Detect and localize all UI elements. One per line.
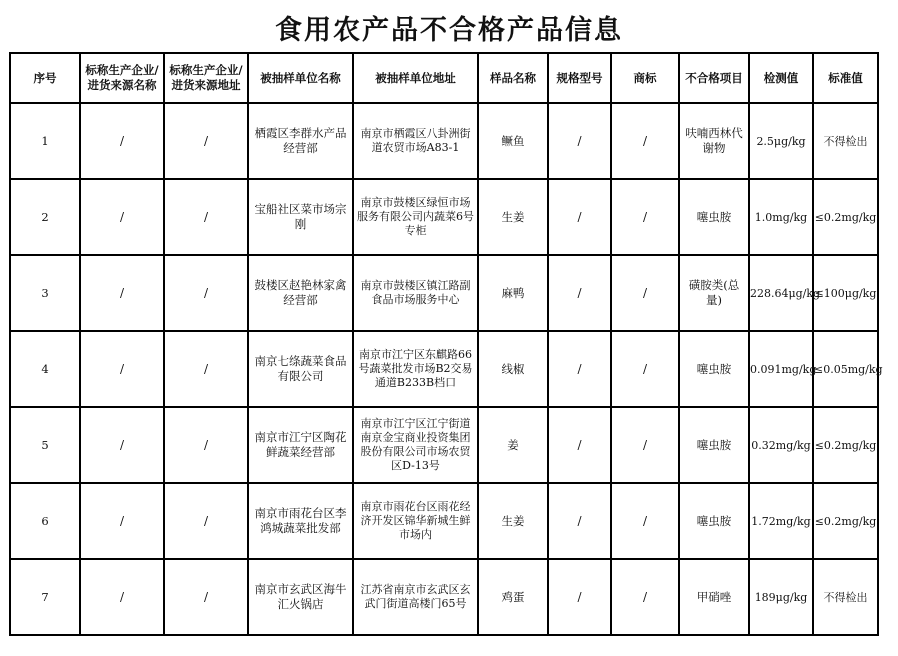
cell-sampled-unit: 栖霞区李群水产品经营部 — [248, 103, 353, 179]
table-row — [10, 331, 878, 407]
cell-standard: ≤0.2mg/kg — [813, 483, 878, 559]
cell-producer-address: / — [164, 559, 248, 635]
cell-sampled-unit: 南京市江宁区陶花鲜蔬菜经营部 — [248, 407, 353, 483]
cell-sampled-address: 江苏省南京市玄武区玄武门街道高楼门65号 — [353, 559, 478, 635]
cell-sampled-address: 南京市栖霞区八卦洲街道农贸市场A83-1 — [353, 103, 478, 179]
cell-producer-name: / — [80, 331, 164, 407]
cell-producer-name: / — [80, 255, 164, 331]
cell-brand: / — [611, 407, 679, 483]
cell-failed-item: 噻虫胺 — [679, 331, 749, 407]
cell-index: 2 — [10, 179, 80, 255]
cell-sample-name: 姜 — [478, 407, 548, 483]
cell-sample-name: 麻鸭 — [478, 255, 548, 331]
header-failed-item: 不合格项目 — [679, 53, 749, 103]
header-measured: 检测值 — [749, 53, 813, 103]
header-producer-name: 标称生产企业/进货来源名称 — [80, 53, 164, 103]
cell-standard: 不得检出 — [813, 103, 878, 179]
cell-sampled-address: 南京市鼓楼区绿恒市场服务有限公司内蔬菜6号专柜 — [353, 179, 478, 255]
cell-sample-name: 生姜 — [478, 179, 548, 255]
cell-spec: / — [548, 331, 611, 407]
cell-index: 3 — [10, 255, 80, 331]
cell-index: 6 — [10, 483, 80, 559]
cell-sampled-unit: 宝船社区菜市场宗刚 — [248, 179, 353, 255]
cell-brand: / — [611, 483, 679, 559]
cell-standard: ≤0.2mg/kg — [813, 407, 878, 483]
cell-sampled-address: 南京市江宁区东麒路66号蔬菜批发市场B2交易通道B233B档口 — [353, 331, 478, 407]
header-sampled-unit: 被抽样单位名称 — [248, 53, 353, 103]
cell-measured: 1.0mg/kg — [749, 179, 813, 255]
table-header-row — [10, 53, 878, 103]
cell-failed-item: 呋喃西林代谢物 — [679, 103, 749, 179]
cell-sampled-address: 南京市鼓楼区镇江路副食品市场服务中心 — [353, 255, 478, 331]
cell-spec: / — [548, 559, 611, 635]
table-row — [10, 559, 878, 635]
table-row — [10, 179, 878, 255]
header-standard: 标准值 — [813, 53, 878, 103]
cell-sample-name: 线椒 — [478, 331, 548, 407]
cell-standard: 不得检出 — [813, 559, 878, 635]
cell-producer-address: / — [164, 255, 248, 331]
header-sampled-address: 被抽样单位地址 — [353, 53, 478, 103]
cell-measured: 1.72mg/kg — [749, 483, 813, 559]
cell-spec: / — [548, 483, 611, 559]
cell-sample-name: 鸡蛋 — [478, 559, 548, 635]
cell-failed-item: 噻虫胺 — [679, 407, 749, 483]
cell-sampled-unit: 南京市雨花台区李鸿城蔬菜批发部 — [248, 483, 353, 559]
cell-sample-name: 鳜鱼 — [478, 103, 548, 179]
cell-measured: 2.5μg/kg — [749, 103, 813, 179]
cell-sampled-unit: 南京七绦蔬菜食品有限公司 — [248, 331, 353, 407]
cell-failed-item: 噻虫胺 — [679, 483, 749, 559]
header-sample-name: 样品名称 — [478, 53, 548, 103]
table-body — [10, 103, 883, 635]
cell-failed-item: 噻虫胺 — [679, 179, 749, 255]
header-producer-address: 标称生产企业/进货来源地址 — [164, 53, 248, 103]
cell-producer-name: / — [80, 483, 164, 559]
cell-producer-address: / — [164, 103, 248, 179]
cell-brand: / — [611, 255, 679, 331]
header-spec: 规格型号 — [548, 53, 611, 103]
cell-producer-name: / — [80, 179, 164, 255]
cell-spec: / — [548, 103, 611, 179]
cell-producer-address: / — [164, 331, 248, 407]
cell-failed-item: 磺胺类(总量) — [679, 255, 749, 331]
cell-producer-name: / — [80, 407, 164, 483]
cell-standard: ≤0.05mg/kg — [813, 331, 878, 407]
cell-sample-name: 生姜 — [478, 483, 548, 559]
cell-spec: / — [548, 179, 611, 255]
cell-sampled-unit: 南京市玄武区海牛汇火锅店 — [248, 559, 353, 635]
cell-sampled-unit: 鼓楼区赵艳林家禽经营部 — [248, 255, 353, 331]
table-row — [10, 483, 878, 559]
cell-brand: / — [611, 103, 679, 179]
cell-producer-address: / — [164, 179, 248, 255]
header-brand: 商标 — [611, 53, 679, 103]
cell-index: 7 — [10, 559, 80, 635]
cell-standard: ≤100μg/kg — [813, 255, 878, 331]
header-index: 序号 — [10, 53, 80, 103]
cell-producer-address: / — [164, 483, 248, 559]
cell-sampled-address: 南京市江宁区江宁街道南京金宝商业投资集团股份有限公司市场农贸区D-13号 — [353, 407, 478, 483]
page-title: 食用农产品不合格产品信息 — [275, 15, 623, 46]
cell-measured: 0.32mg/kg — [749, 407, 813, 483]
cell-producer-address: / — [164, 407, 248, 483]
cell-spec: / — [548, 407, 611, 483]
table-row — [10, 103, 878, 179]
cell-producer-name: / — [80, 103, 164, 179]
cell-measured: 0.091mg/kg — [749, 331, 813, 407]
cell-measured: 189μg/kg — [749, 559, 813, 635]
cell-brand: / — [611, 559, 679, 635]
cell-failed-item: 甲硝唑 — [679, 559, 749, 635]
cell-standard: ≤0.2mg/kg — [813, 179, 878, 255]
cell-index: 4 — [10, 331, 80, 407]
cell-index: 5 — [10, 407, 80, 483]
cell-sampled-address: 南京市雨花台区雨花经济开发区锦华新城生鲜市场内 — [353, 483, 478, 559]
table-row — [10, 407, 878, 483]
nonconforming-products-table — [9, 52, 883, 636]
cell-index: 1 — [10, 103, 80, 179]
table-row — [10, 255, 878, 331]
cell-brand: / — [611, 331, 679, 407]
cell-measured: 228.64μg/kg — [749, 255, 813, 331]
cell-spec: / — [548, 255, 611, 331]
cell-producer-name: / — [80, 559, 164, 635]
cell-brand: / — [611, 179, 679, 255]
